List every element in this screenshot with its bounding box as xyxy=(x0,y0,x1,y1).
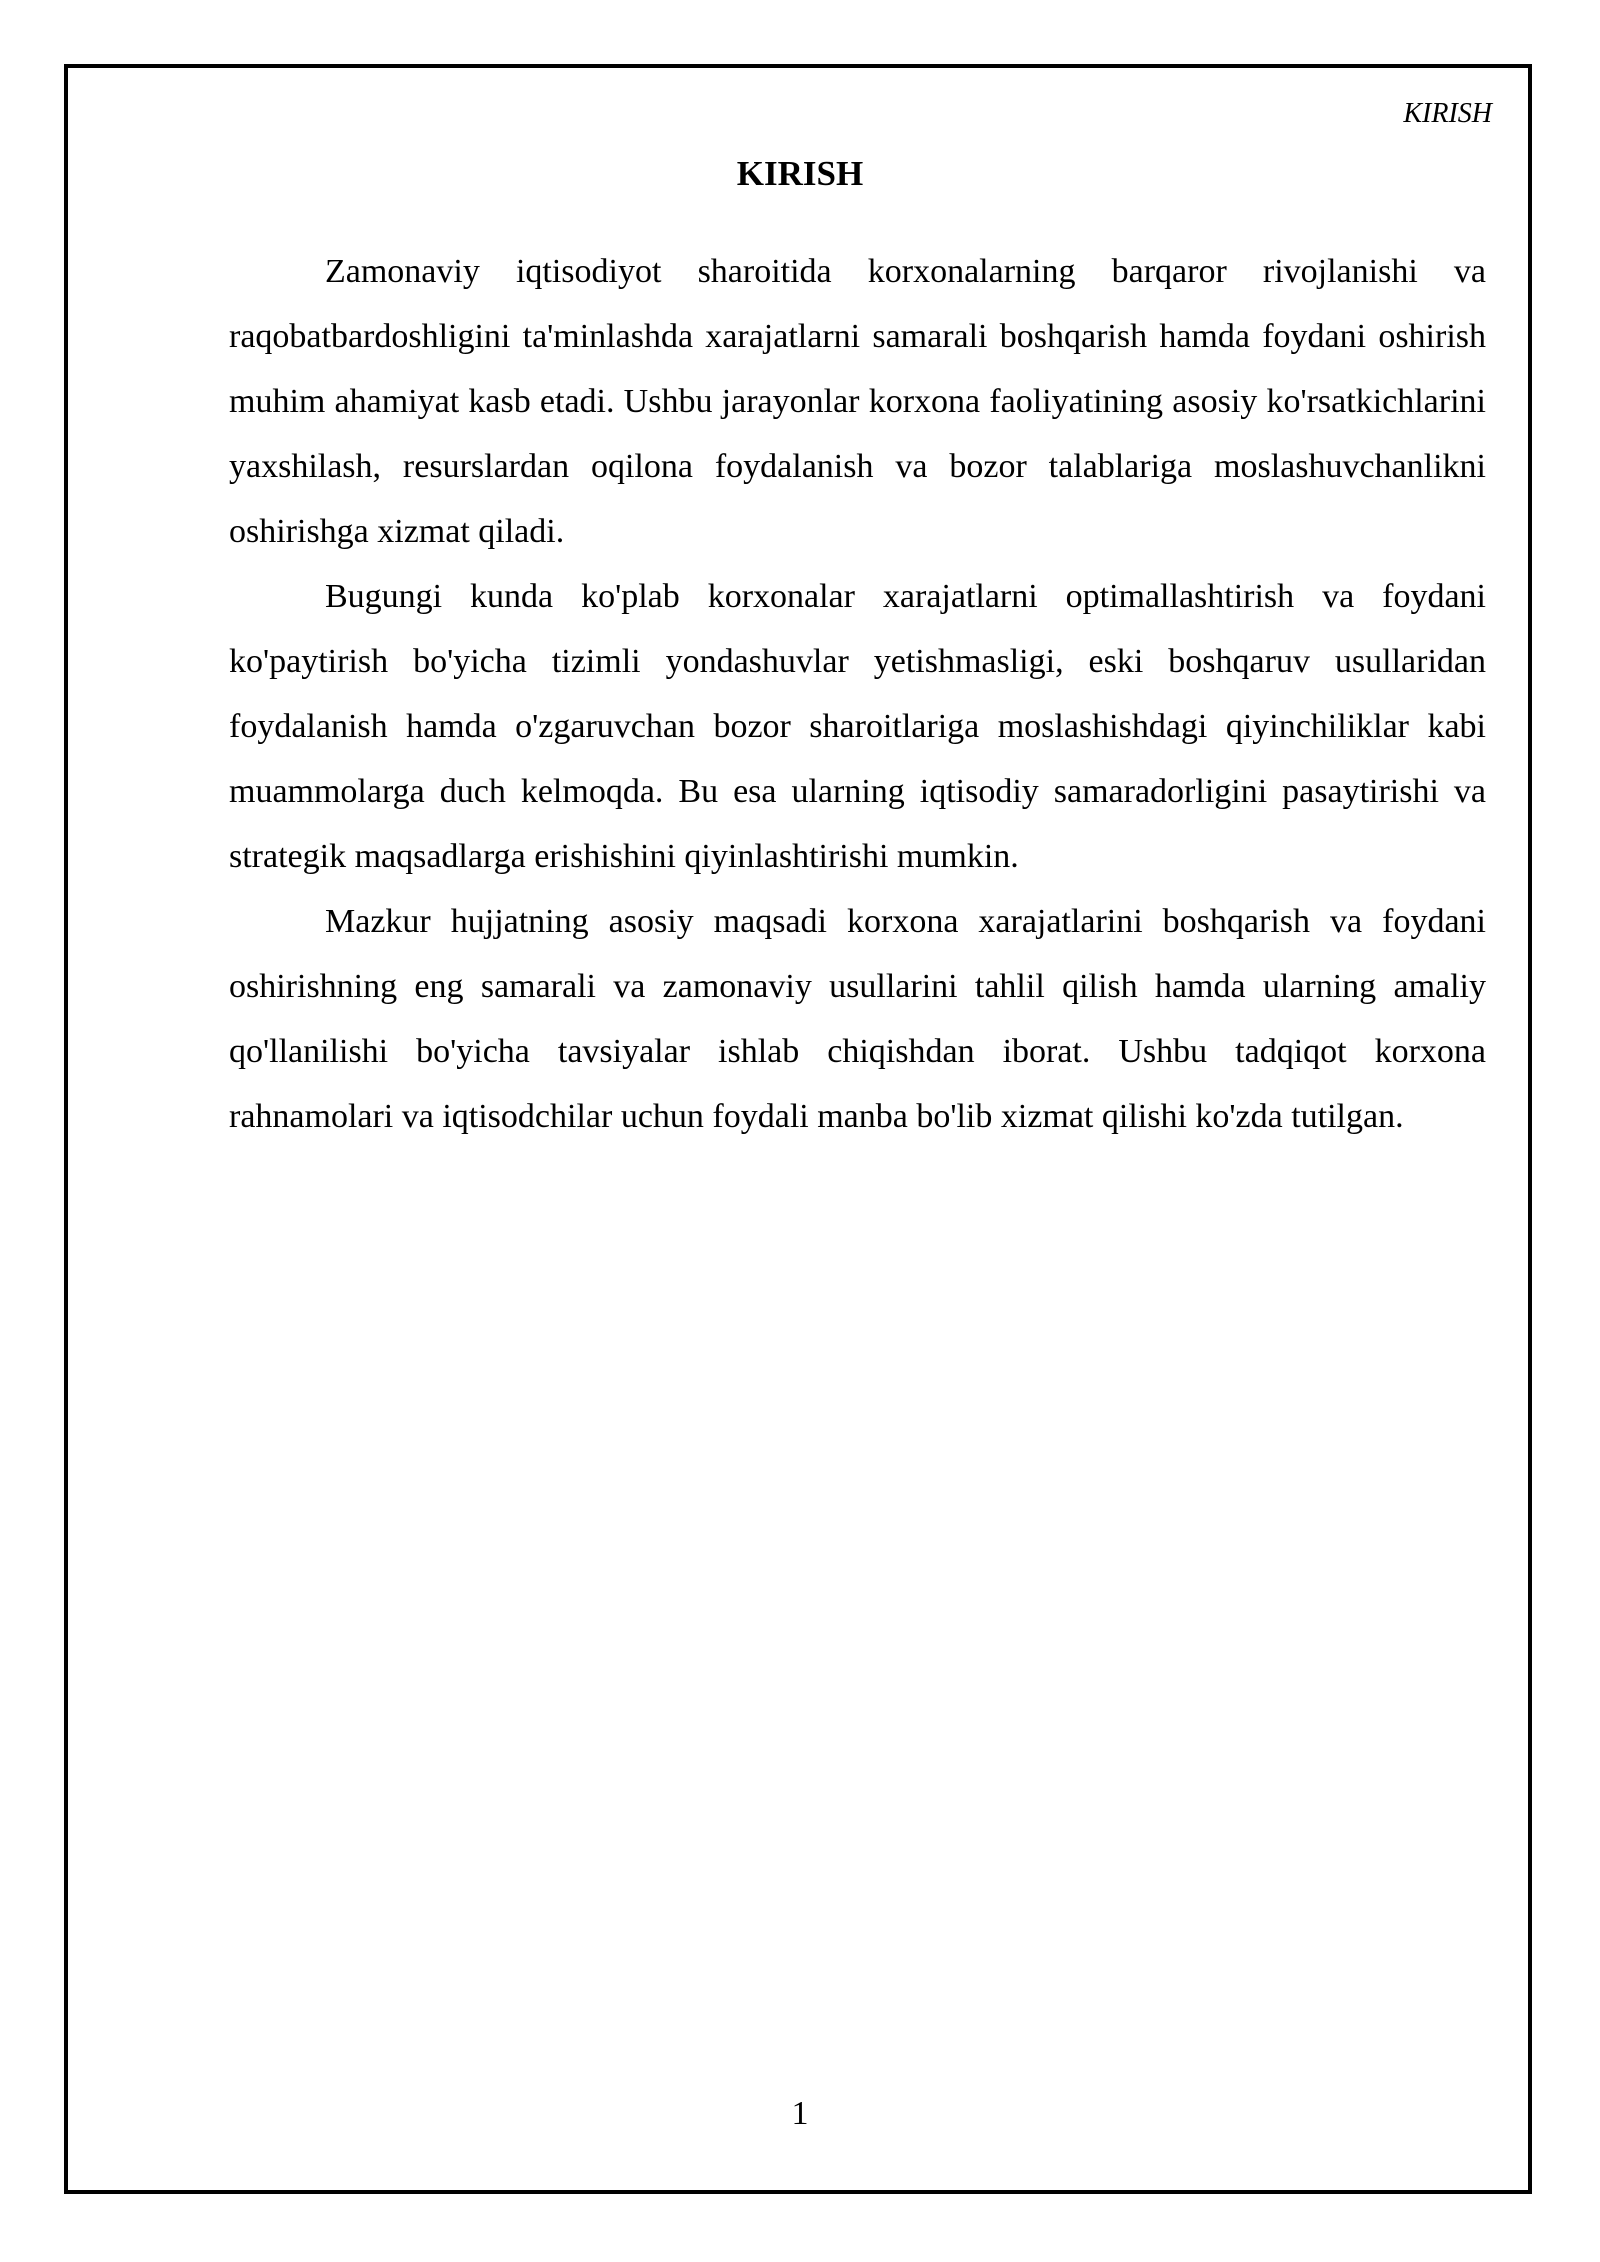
running-header: KIRISH xyxy=(1403,98,1492,129)
document-body xyxy=(229,239,1486,1149)
paragraph: Zamonaviy iqtisodiyot sharoitida korxonalarning barqaror rivojlanishi va raqobatbardoshligini ta'minlashda xarajatlarni samarali boshqarish hamda foydani oshirish muhim ahamiyat kasb etadi. Ushbu jarayonlar korxona faoliyatining asosiy ko'rsatkichlarini yaxshilash, resurslardan oqilona foydalanish va bozor talablariga moslashuvchanlikni oshirishga xizmat qiladi. xyxy=(229,253,1486,550)
page-title: KIRISH xyxy=(736,154,864,193)
paragraph: Bugungi kunda ko'plab korxonalar xarajatlarni optimallashtirish va foydani ko'paytirish bo'yicha tizimli yondashuvlar yetishmasligi, eski boshqaruv usullaridan foydalanish hamda o'zgaruvchan bozor sharoitlariga moslashishdagi qiyinchiliklar kabi muammolarga duch kelmoqda. Bu esa ularning iqtisodiy samaradorligini pasaytirishi va strategik maqsadlarga erishishini qiyinlashtirishi mumkin. xyxy=(229,578,1486,875)
paragraph: Mazkur hujjatning asosiy maqsadi korxona xarajatlarini boshqarish va foydani oshirishning eng samarali va zamonaviy usullarini tahlil qilish hamda ularning amaliy qo'llanilishi bo'yicha tavsiyalar ishlab chiqishdan iborat. Ushbu tadqiqot korxona rahnamolari va iqtisodchilar uchun foydali manba bo'lib xizmat qilishi ko'zda tutilgan. xyxy=(229,903,1486,1135)
page-number: 1 xyxy=(791,2095,809,2132)
